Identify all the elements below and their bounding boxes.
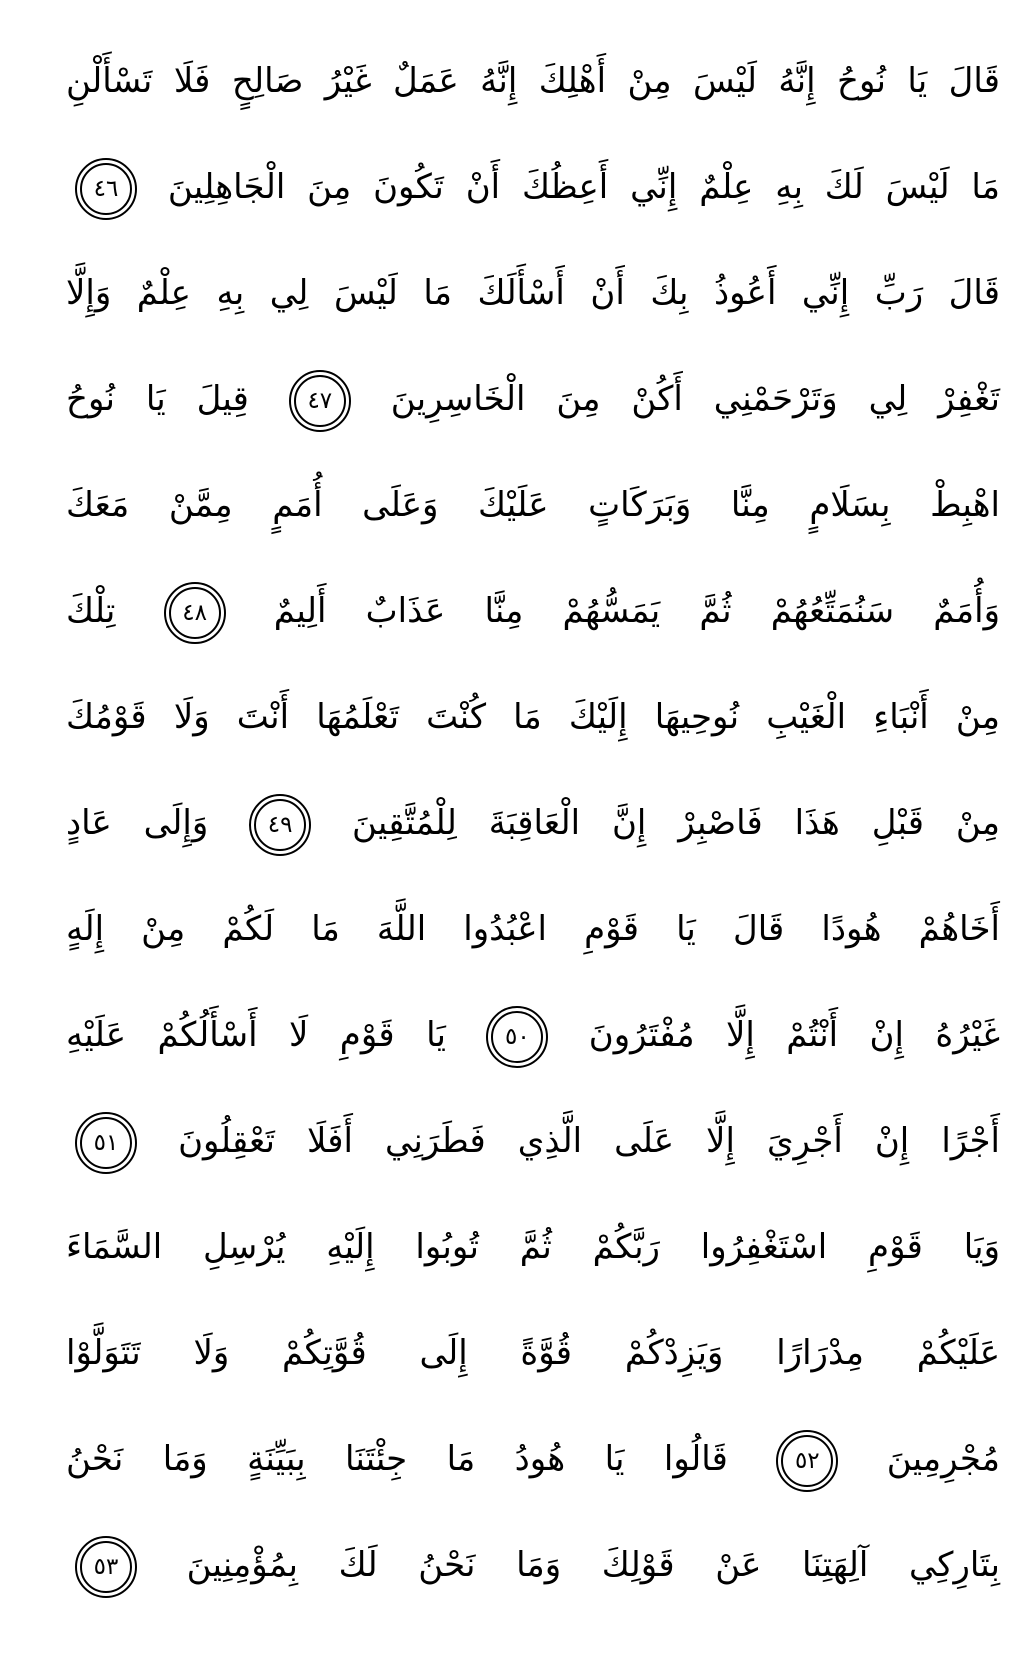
ayah-text: وَيَا قَوْمِ اسْتَغْفِرُوا رَبَّكُمْ ثُمَّ تُوبُوا إِلَيْهِ يُرْسِلِ السَّمَاءَ (66, 1227, 1000, 1267)
quran-line-10 (66, 982, 1000, 1088)
quran-line-7 (66, 664, 1000, 770)
quran-line-8 (66, 770, 1000, 876)
ayah-text: بِتَارِكِي آلِهَتِنَا عَنْ قَوْلِكَ وَمَا نَحْنُ لَكَ بِمُؤْمِنِينَ (186, 1545, 1000, 1585)
ayah-text: مِنْ قَبْلِ هَذَا فَاصْبِرْ إِنَّ الْعَاقِبَةَ لِلْمُتَّقِينَ (352, 803, 1000, 843)
quran-line-14 (66, 1406, 1000, 1512)
ayah-text: عَلَيْكُمْ مِدْرَارًا وَيَزِدْكُمْ قُوَّةً إِلَى قُوَّتِكُمْ وَلَا تَتَوَلَّوْا (66, 1333, 1000, 1373)
ayah-text: قَالُوا يَا هُودُ مَا جِئْتَنَا بِبَيِّنَةٍ وَمَا نَحْنُ (66, 1439, 728, 1479)
quran-line-2 (66, 134, 1000, 240)
verse-number: ٤٦ (93, 176, 119, 202)
ayah-text: قَالَ يَا نُوحُ إِنَّهُ لَيْسَ مِنْ أَهْلِكَ إِنَّهُ عَمَلٌ غَيْرُ صَالِحٍ فَلَا تَسْأَلْنِ (66, 61, 1000, 101)
verse-end-marker (491, 1011, 543, 1063)
quran-line-5 (66, 452, 1000, 558)
ayah-text: أَخَاهُمْ هُودًا قَالَ يَا قَوْمِ اعْبُدُوا اللَّهَ مَا لَكُمْ مِنْ إِلَهٍ (66, 909, 1000, 949)
ayah-text: مَا لَيْسَ لَكَ بِهِ عِلْمٌ إِنِّي أَعِظُكَ أَنْ تَكُونَ مِنَ الْجَاهِلِينَ (167, 167, 1000, 207)
quran-line-9 (66, 876, 1000, 982)
quran-line-12 (66, 1194, 1000, 1300)
ayah-text: وَإِلَى عَادٍ (66, 803, 209, 843)
verse-end-marker (254, 799, 306, 851)
verse-end-marker (294, 375, 346, 427)
verse-number: ٤٩ (267, 812, 293, 838)
verse-number: ٥٠ (504, 1024, 530, 1050)
verse-number: ٥٢ (794, 1448, 820, 1474)
verse-end-marker (169, 587, 221, 639)
ayah-text: مِنْ أَنْبَاءِ الْغَيْبِ نُوحِيهَا إِلَيْكَ مَا كُنْتَ تَعْلَمُهَا أَنْتَ وَلَا قَوْمُكَ (66, 697, 1000, 737)
ayah-text: أَجْرًا إِنْ أَجْرِيَ إِلَّا عَلَى الَّذِي فَطَرَنِي أَفَلَا تَعْقِلُونَ (178, 1121, 1000, 1161)
quran-line-3 (66, 240, 1000, 346)
verse-end-marker (781, 1435, 833, 1487)
quran-line-6 (66, 558, 1000, 664)
ayah-text: يَا قَوْمِ لَا أَسْأَلُكُمْ عَلَيْهِ (66, 1015, 446, 1055)
verse-number: ٤٨ (182, 600, 207, 626)
quran-line-4 (66, 346, 1000, 452)
quran-line-15 (66, 1512, 1000, 1618)
ayah-text: تَغْفِرْ لِي وَتَرْحَمْنِي أَكُنْ مِنَ الْخَاسِرِينَ (390, 379, 1001, 419)
quran-line-13 (66, 1300, 1000, 1406)
quran-text-block (66, 28, 1000, 1618)
quran-line-11 (66, 1088, 1000, 1194)
verse-number: ٥٣ (93, 1554, 119, 1580)
quran-line-1 (66, 28, 1000, 134)
ayah-text: قِيلَ يَا نُوحُ (66, 379, 249, 419)
ayah-text: قَالَ رَبِّ إِنِّي أَعُوذُ بِكَ أَنْ أَسْأَلَكَ مَا لَيْسَ لِي بِهِ عِلْمٌ وَإِلَّا (66, 273, 1000, 313)
verse-number: ٥١ (93, 1130, 119, 1156)
verse-end-marker (80, 1117, 132, 1169)
verse-number: ٤٧ (307, 388, 333, 414)
verse-end-marker (80, 1541, 132, 1593)
ayah-text: غَيْرُهُ إِنْ أَنْتُمْ إِلَّا مُفْتَرُونَ (588, 1015, 1000, 1055)
ayah-text: اهْبِطْ بِسَلَامٍ مِنَّا وَبَرَكَاتٍ عَلَيْكَ وَعَلَى أُمَمٍ مِمَّنْ مَعَكَ (66, 485, 1000, 525)
verse-end-marker (80, 163, 132, 215)
ayah-text: مُجْرِمِينَ (886, 1439, 1000, 1479)
ayah-text: تِلْكَ (66, 591, 116, 631)
ayah-text: وَأُمَمٌ سَنُمَتِّعُهُمْ ثُمَّ يَمَسُّهُمْ مِنَّا عَذَابٌ أَلِيمٌ (273, 591, 1000, 631)
